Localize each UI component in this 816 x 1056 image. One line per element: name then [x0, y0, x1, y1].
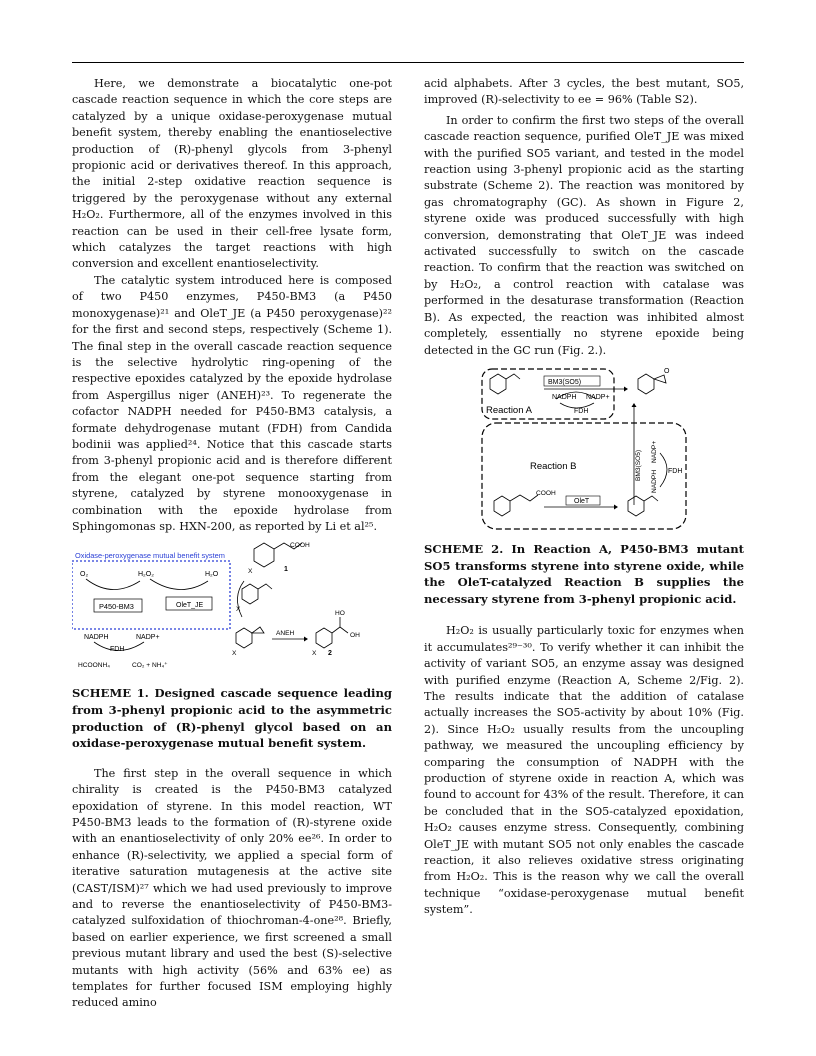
right-column: [424, 76, 744, 919]
scheme-1-figure: [72, 541, 392, 681]
left-paragraph-2: The catalytic system introduced here is composed of two P450 enzymes, P450-BM3 (a P450 monoxygenase)²¹ and OleT_JE (a P450 peroxygenase)²² for the first and second steps, respectively (Scheme 1). The final step in the overall cascade reaction sequence is the selective hydrolytic ring-opening of the respective epoxides catalyzed by the epoxide hydrolase from Aspergillus niger (ANEH)²³. To regenerate the cofactor NADPH needed for P450-BM3 catalysis, a formate dehydrogenase mutant (FDH) from Candida bodinii was applied²⁴. Notice that this cascade starts from 3-phenyl propionic acid and is therefore different from the elegant one-pot sequence starting from styrene, catalyzed by styrene monooxygenase in combination with the epoxide hydrolase from Sphingomonas sp. HXN-200, as reported by Li et al²⁵.: [72, 273, 392, 533]
oh-label: OH: [350, 632, 360, 640]
x-label-1: X: [248, 568, 253, 576]
styrene-structure: [242, 584, 272, 604]
nadp-b-label: NADP+: [651, 440, 658, 463]
scheme-2-figure: [424, 365, 744, 535]
scheme-2-caption: SCHEME 2. In Reaction A, P450-BM3 mutant SO5 transforms styrene into styrene oxide, while the OleT-catalyzed Reaction B supplies the necessary styrene from 3-phenyl propionic acid.: [424, 541, 744, 606]
left-column: [72, 76, 392, 1012]
enzyme2-label: OleT_JE: [176, 602, 204, 610]
reaction-b-label: Reaction B: [530, 460, 577, 472]
fdh-a-label: FDH: [574, 407, 589, 415]
cooh-b-label: COOH: [536, 489, 556, 497]
enzyme1-label: P450-BM3: [99, 602, 134, 612]
o2-arrow: [86, 579, 140, 590]
nadph-b-label: NADPH: [651, 469, 658, 493]
formate-label: HCOONH₄: [78, 662, 110, 670]
h2o2-arrow: [150, 579, 208, 590]
compound-2-number: 2: [328, 650, 332, 658]
left-paragraph-1: Here, we demonstrate a biocatalytic one-pot cascade reaction sequence in which the core steps are catalyzed by a unique oxidase-peroxygenase mutual benefit system, thereby enabling the enantioselective production of (R)-phenyl glycols from 3-phenyl propionic acid or derivatives thereof. In this approach, the initial 2-step oxidative reaction sequence is triggered by the peroxygenase without any external H₂O₂. Furthermore, all of the enzymes involved in this reaction can be used in their cell-free lysate form, which catalyzes the target reactions with high conversion and excellent enantioselectivity.: [72, 77, 392, 271]
left-paragraph-3: The first step in the overall sequence in which chirality is created is the P450-BM3 catalyzed epoxidation of styrene. In this model reaction, WT P450-BM3 leads to the formation of (R)-styrene oxide with an enantioselectivity of only 20% ee²⁶. In order to enhance (R)-selectivity, we applied a special form of iterative saturation mutagenesis at the active site (CAST/ISM)²⁷ which we had used previously to improve and to reverse the enantioselectivity of P450-BM3-catalyzed sulfoxidation of thiochroman-4-one²⁸. Briefly, based on earlier experience, we first screened a small previous mutant library and used the best (S)-selective mutants with high activity (56% and 63% ee) as templates for further focused ISM employing highly reduced amino: [72, 766, 392, 1010]
ho-label: HO: [335, 610, 345, 618]
right-paragraph-3: H₂O₂ is usually particularly toxic for enzymes when it accumulates²⁹⁻³⁰. To verify whether it can inhibit the activity of variant SO5, an enzyme assay was designed with purified enzyme (Reaction A, Scheme 2/Fig. 2). The results indicate that the addition of catalase actually increases the SO5-activity by about 10% (Fig. 2). Since H₂O₂ usually results from the uncoupling pathway, we measured the uncoupling efficiency by comparing the consumption of NADPH with the production of styrene oxide in reaction A, which was found to account for 43% of the result. Therefore, it can be concluded that in the SO5-catalyzed epoxidation, H₂O₂ causes enzyme stress. Consequently, combining OleT_JE with mutant SO5 not only enables the cascade reaction, it also relieves oxidative stress originating from H₂O₂. This is the reason why we call the overall technique “oxidase-peroxygenase mutual benefit system”.: [424, 624, 744, 917]
aneh-label: ANEH: [276, 630, 295, 638]
h2o2-label: H₂O₂: [138, 571, 154, 579]
enzyme-b-vertical-label: BM3(SO5): [635, 449, 642, 481]
top-rule: [72, 62, 744, 63]
system-label: Oxidase-peroxygenase mutual benefit system: [75, 551, 225, 561]
scheme-1-caption: SCHEME 1. Designed cascade sequence leading from 3-phenyl propionic acid to the asymmetric production of (R)-phenyl glycol based on an oxidase-peroxygenase mutual benefit system.: [72, 686, 392, 751]
styrene-a-structure: [490, 374, 520, 394]
epoxide-o-label: O: [664, 367, 670, 375]
styrene-oxide-structure: [638, 374, 666, 394]
nadph-a-label: NADPH: [552, 393, 577, 401]
enzyme-a-label: BM3(SO5): [548, 378, 582, 386]
diol-structure: [316, 617, 348, 648]
o2-label: O₂: [80, 571, 89, 579]
right-paragraph-1: acid alphabets. After 3 cycles, the best mutant, SO5, improved (R)-selectivity to ee = 96% (Table S2).: [424, 77, 744, 107]
epoxide-structure: [236, 627, 264, 648]
compound-1-number: 1: [284, 566, 288, 574]
nadph-label: NADPH: [84, 634, 109, 642]
right-paragraph-2: In order to confirm the first two steps of the overall cascade reaction sequence, purified OleT_JE was mixed with the purified SO5 variant, and tested in the model reaction using 3-phenyl propionic acid as the starting substrate (Scheme 2). The reaction was monitored by gas chromatography (GC). As shown in Figure 2, styrene oxide was produced successfully with high conversion, demonstrating that OleT_JE was indeed activated successfully to switch on the cascade reaction. To confirm that the reaction was switched on by H₂O₂, a control reaction with catalase was performed in the desaturase transformation (Reaction B). As expected, the reaction was inhibited almost completely, essentially no styrene epoxide being detected in the GC run (Fig. 2.).: [424, 113, 744, 357]
x-label-4: X: [312, 650, 317, 658]
nadp-a-label: NADP+: [586, 393, 610, 401]
reaction-a-label: Reaction A: [486, 404, 532, 416]
h2o-label: H₂O: [205, 571, 219, 579]
cooh-label: COOH: [290, 542, 310, 550]
nadp-label: NADP+: [136, 634, 160, 642]
fdh-b-label: FDH: [668, 467, 683, 475]
co2-label: CO₂ + NH₄⁺: [132, 662, 168, 670]
phenylpropionic-acid-structure: [494, 495, 538, 516]
x-label-2: X: [236, 606, 241, 614]
x-label-3: X: [232, 650, 237, 658]
styrene-b-structure: [628, 496, 658, 516]
fdh-label: FDH: [110, 646, 125, 654]
olet-label: OleT: [574, 497, 590, 505]
